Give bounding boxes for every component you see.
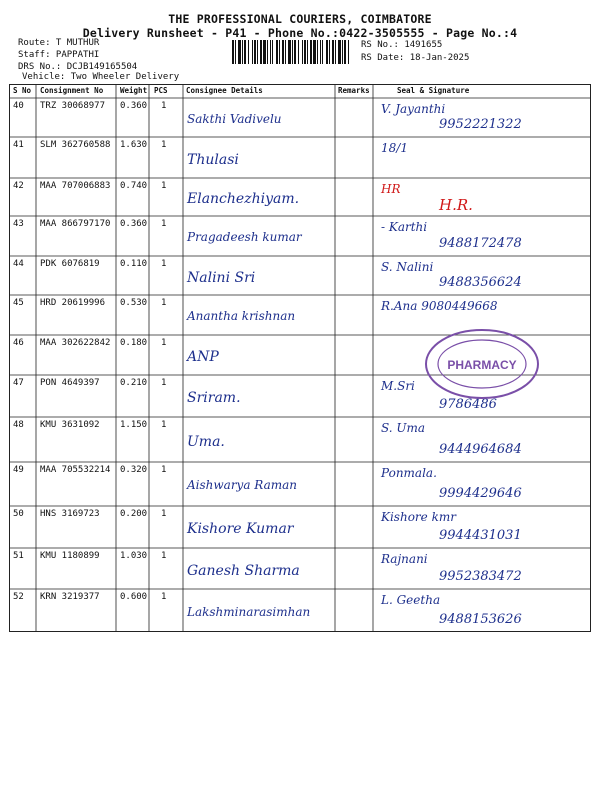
row-pcs: 1	[161, 259, 167, 269]
row-consignee-handwritten: Nalini Sri	[187, 269, 256, 286]
row-weight: 1.150	[120, 420, 148, 430]
row-signature-phone: 9488153626	[439, 612, 522, 627]
rs-date: RS Date: 18-Jan-2025	[361, 53, 470, 63]
row-consignee-handwritten: Kishore Kumar	[187, 521, 294, 537]
row-consignee-handwritten: Pragadeesh kumar	[187, 230, 302, 244]
row-consignment-no: KMU 1180899	[40, 551, 100, 561]
staff-text: Staff: PAPPATHI	[18, 50, 100, 60]
row-consignment-no: KRN 3219377	[40, 592, 100, 602]
row-sno: 40	[13, 101, 24, 111]
row-weight: 0.180	[120, 338, 148, 348]
row-signature-phone: 9952383472	[439, 569, 522, 584]
row-weight: 1.030	[120, 551, 148, 561]
row-pcs: 1	[161, 298, 167, 308]
row-consignee-handwritten: Sriram.	[187, 390, 241, 406]
drs-text: DRS No.: DCJB149165504	[18, 62, 138, 72]
row-sno: 51	[13, 551, 24, 561]
rs-number: RS No.: 1491655	[361, 40, 443, 50]
row-pcs: 1	[161, 140, 167, 150]
row-pcs: 1	[161, 420, 167, 430]
vehicle-text: Vehicle: Two Wheeler Delivery	[22, 72, 180, 82]
row-weight: 0.740	[120, 181, 148, 191]
row-weight: 0.600	[120, 592, 148, 602]
row-consignment-no: MAA 707006883	[40, 181, 111, 191]
table-row	[9, 589, 591, 632]
col-header-consignment: Consignment No	[40, 86, 104, 95]
row-pcs: 1	[161, 592, 167, 602]
row-pcs: 1	[161, 101, 167, 111]
row-sno: 48	[13, 420, 24, 430]
row-pcs: 1	[161, 465, 167, 475]
row-consignment-no: MAA 302622842	[40, 338, 111, 348]
row-pcs: 1	[161, 219, 167, 229]
row-signature-phone: 9944431031	[439, 528, 522, 543]
row-signature: L. Geetha	[381, 593, 441, 607]
row-signature-phone: H.R.	[439, 196, 473, 214]
row-signature-phone: 9488172478	[439, 236, 522, 251]
row-pcs: 1	[161, 181, 167, 191]
row-signature: S. Nalini	[381, 260, 434, 274]
table-row	[9, 98, 591, 137]
table-row	[9, 548, 591, 589]
row-consignment-no: MAA 866797170	[40, 219, 111, 229]
row-sno: 50	[13, 509, 24, 519]
row-weight: 0.360	[120, 101, 148, 111]
row-consignment-no: TRZ 30068977	[40, 101, 106, 111]
row-pcs: 1	[161, 378, 167, 388]
col-header-signature: Seal & Signature	[397, 86, 470, 95]
row-consignee-handwritten: ANP	[187, 349, 219, 365]
row-signature-phone: 9444964684	[439, 442, 522, 457]
row-signature-phone: 9994429646	[439, 486, 522, 501]
table-row	[9, 256, 591, 295]
row-weight: 0.210	[120, 378, 148, 388]
row-consignee-handwritten: Uma.	[187, 433, 225, 450]
row-weight: 0.360	[120, 219, 148, 229]
table-row	[9, 506, 591, 548]
row-sno: 45	[13, 298, 24, 308]
row-consignment-no: SLM 362760588	[40, 140, 111, 150]
row-signature: Ponmala.	[381, 466, 437, 480]
row-weight: 0.530	[120, 298, 148, 308]
row-weight: 0.320	[120, 465, 148, 475]
row-consignee-handwritten: Lakshminarasimhan	[187, 604, 311, 619]
pharmacy-seal-stamp	[412, 326, 562, 404]
col-header-remarks: Remarks	[338, 86, 370, 95]
row-signature: 18/1	[381, 141, 408, 155]
row-consignment-no: KMU 3631092	[40, 420, 100, 430]
row-pcs: 1	[161, 509, 167, 519]
col-header-pcs: PCS	[154, 86, 168, 95]
row-signature: HR	[381, 182, 401, 196]
table-row	[9, 216, 591, 256]
row-signature: R.Ana 9080449668	[381, 299, 498, 313]
row-sno: 46	[13, 338, 24, 348]
row-signature: S. Uma	[381, 421, 426, 435]
table-row	[9, 462, 591, 506]
route-text: Route: T MUTHUR	[18, 38, 100, 48]
row-pcs: 1	[161, 551, 167, 561]
row-weight: 0.200	[120, 509, 148, 519]
row-signature-phone: 9952221322	[439, 117, 522, 132]
row-sno: 44	[13, 259, 24, 269]
row-sno: 43	[13, 219, 24, 229]
row-consignment-no: HNS 3169723	[40, 509, 100, 519]
row-signature-phone: 9786486	[439, 397, 497, 412]
runsheet-subtitle: Delivery Runsheet - P41 - Phone No.:0422-3505555 - Page No.:4	[82, 26, 518, 40]
col-header-weight: Weight	[120, 86, 148, 95]
row-consignment-no: MAA 705532214	[40, 465, 111, 475]
col-header-sno: S No	[13, 86, 32, 95]
table-row	[9, 178, 591, 216]
row-consignment-no: PON 4649397	[40, 378, 100, 388]
stamp-text: PHARMACY	[447, 358, 517, 372]
col-header-consignee: Consignee Details	[186, 86, 263, 95]
table-row	[9, 137, 591, 178]
row-sno: 47	[13, 378, 24, 388]
row-consignee-handwritten: Ganesh Sharma	[187, 562, 300, 579]
table-row	[9, 417, 591, 462]
row-weight: 1.630	[120, 140, 148, 150]
row-sno: 41	[13, 140, 24, 150]
row-signature: V. Jayanthi	[381, 102, 446, 116]
row-sno: 42	[13, 181, 24, 191]
row-signature: Kishore kmr	[381, 510, 456, 524]
row-consignee-handwritten: Sakthi Vadivelu	[187, 111, 282, 126]
row-consignment-no: PDK 6076819	[40, 259, 100, 269]
row-pcs: 1	[161, 338, 167, 348]
barcode-icon	[232, 40, 354, 64]
row-consignee-handwritten: Anantha krishnan	[187, 309, 296, 323]
row-consignee-handwritten: Thulasi	[187, 151, 239, 168]
row-sno: 49	[13, 465, 24, 475]
row-consignment-no: HRD 20619996	[40, 298, 106, 308]
row-sno: 52	[13, 592, 24, 602]
row-signature-phone: 9488356624	[439, 275, 522, 290]
row-signature: - Karthi	[381, 220, 428, 234]
row-consignee-handwritten: Aishwarya Raman	[187, 478, 298, 492]
row-signature: M.Sri	[381, 379, 415, 393]
company-title: THE PROFESSIONAL COURIERS, COIMBATORE	[168, 12, 432, 26]
row-signature: Rajnani	[381, 552, 428, 566]
row-consignee-handwritten: Elanchezhiyam.	[187, 191, 300, 207]
row-weight: 0.110	[120, 259, 148, 269]
